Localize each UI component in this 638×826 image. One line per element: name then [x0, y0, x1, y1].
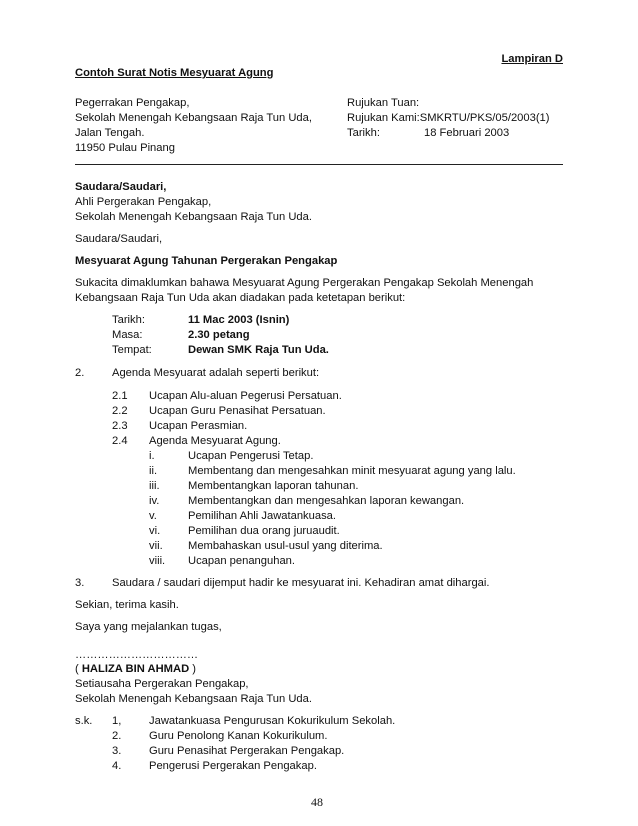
sub-item-number: vii. — [149, 540, 163, 552]
cc-number: 1, — [112, 715, 122, 727]
agenda-heading: Agenda Mesyuarat adalah seperti berikut: — [112, 367, 320, 379]
sub-item-number: iv. — [149, 495, 160, 507]
sub-item-text: Membentangkan dan mengesahkan laporan kewangan. — [188, 495, 465, 507]
closing-line: Sekian, terima kasih. — [75, 599, 179, 611]
detail-value: 2.30 petang — [188, 329, 250, 341]
detail-label: Tarikh: — [112, 314, 145, 326]
detail-label: Masa: — [112, 329, 143, 341]
address-line: Jalan Tengah. — [75, 127, 145, 139]
invite-number: 3. — [75, 577, 85, 589]
intro-line: Kebangsaan Raja Tun Uda akan diadakan pada ketetapan berikut: — [75, 292, 406, 304]
sub-item-number: iii. — [149, 480, 160, 492]
sub-item-number: viii. — [149, 555, 166, 567]
our-reference: Rujukan Kami:SMKRTU/PKS/05/2003(1) — [347, 112, 550, 124]
agenda-item-number: 2.4 — [112, 435, 128, 447]
signature-dots: …………………………… — [75, 649, 199, 661]
agenda-item-text: Ucapan Alu-aluan Pegerusi Persatuan. — [149, 390, 342, 402]
agenda-item-number: 2.2 — [112, 405, 128, 417]
name-close-paren: ) — [189, 663, 196, 675]
intro-line: Sukacita dimaklumkan bahawa Mesyuarat Agung Pergerakan Pengakap Sekolah Menengah — [75, 277, 534, 289]
sub-item-number: vi. — [149, 525, 161, 537]
address-line: Sekolah Menengah Kebangsaan Raja Tun Uda, — [75, 112, 312, 124]
sub-item-number: i. — [149, 450, 155, 462]
your-reference: Rujukan Tuan: — [347, 97, 420, 109]
divider-line — [75, 164, 563, 165]
signatory-name-text: HALIZA BIN AHMAD — [81, 663, 190, 675]
sub-item-text: Membentang dan mengesahkan minit mesyuarat agung yang lalu. — [188, 465, 516, 477]
page-number: 48 — [311, 795, 323, 809]
agenda-item-text: Ucapan Perasmian. — [149, 420, 248, 432]
sub-item-text: Ucapan penanguhan. — [188, 555, 295, 567]
signatory-title: Setiausaha Pergerakan Pengakap, — [75, 678, 249, 690]
recipient-salutation: Saudara/Saudari, — [75, 181, 167, 193]
agenda-item-number: 2.1 — [112, 390, 128, 402]
invite-text: Saudara / saudari dijemput hadir ke mesyuarat ini. Kehadiran amat dihargai. — [112, 577, 490, 589]
sub-item-text: Pemilihan dua orang juruaudit. — [188, 525, 340, 537]
cc-number: 4. — [112, 760, 122, 772]
cc-label: s.k. — [75, 715, 93, 727]
greeting: Saudara/Saudari, — [75, 233, 163, 245]
cc-recipient: Guru Penolong Kanan Kokurikulum. — [149, 730, 328, 742]
subject-line: Mesyuarat Agung Tahunan Pergerakan Pengakap — [75, 255, 338, 267]
cc-recipient: Guru Penasihat Pergerakan Pengakap. — [149, 745, 345, 757]
sign-intro: Saya yang mejalankan tugas, — [75, 621, 222, 633]
detail-label: Tempat: — [112, 344, 152, 356]
recipient-line: Ahli Pergerakan Pengakap, — [75, 196, 212, 208]
sub-item-text: Membentangkan laporan tahunan. — [188, 480, 359, 492]
detail-value: Dewan SMK Raja Tun Uda. — [188, 344, 329, 356]
sub-item-text: Ucapan Pengerusi Tetap. — [188, 450, 314, 462]
sub-item-text: Membahaskan usul-usul yang diterima. — [188, 540, 383, 552]
agenda-item-number: 2.3 — [112, 420, 128, 432]
address-line: Pegerrakan Pengakap, — [75, 97, 190, 109]
recipient-line: Sekolah Menengah Kebangsaan Raja Tun Uda. — [75, 211, 312, 223]
date-value: 18 Februari 2003 — [424, 127, 510, 139]
cc-recipient: Jawatankuasa Pengurusan Kokurikulum Sekolah. — [149, 715, 396, 727]
signatory-name — [75, 662, 196, 676]
sub-item-number: ii. — [149, 465, 158, 477]
address-line: 11950 Pulau Pinang — [75, 142, 175, 154]
name-open-paren: ( — [75, 663, 82, 675]
sub-item-text: Pemilihan Ahli Jawatankuasa. — [188, 510, 337, 522]
document-title: Contoh Surat Notis Mesyuarat Agung — [75, 67, 274, 79]
cc-number: 3. — [112, 745, 122, 757]
detail-value: 11 Mac 2003 (Isnin) — [188, 314, 290, 326]
agenda-item-text: Ucapan Guru Penasihat Persatuan. — [149, 405, 326, 417]
agenda-item-text: Agenda Mesyuarat Agung. — [149, 435, 281, 447]
cc-number: 2. — [112, 730, 122, 742]
date-label: Tarikh: — [347, 127, 380, 139]
signatory-school: Sekolah Menengah Kebangsaan Raja Tun Uda. — [75, 693, 312, 705]
sub-item-number: v. — [149, 510, 157, 522]
agenda-number: 2. — [75, 367, 85, 379]
appendix-label: Lampiran D — [501, 53, 563, 65]
cc-recipient: Pengerusi Pergerakan Pengakap. — [149, 760, 317, 772]
